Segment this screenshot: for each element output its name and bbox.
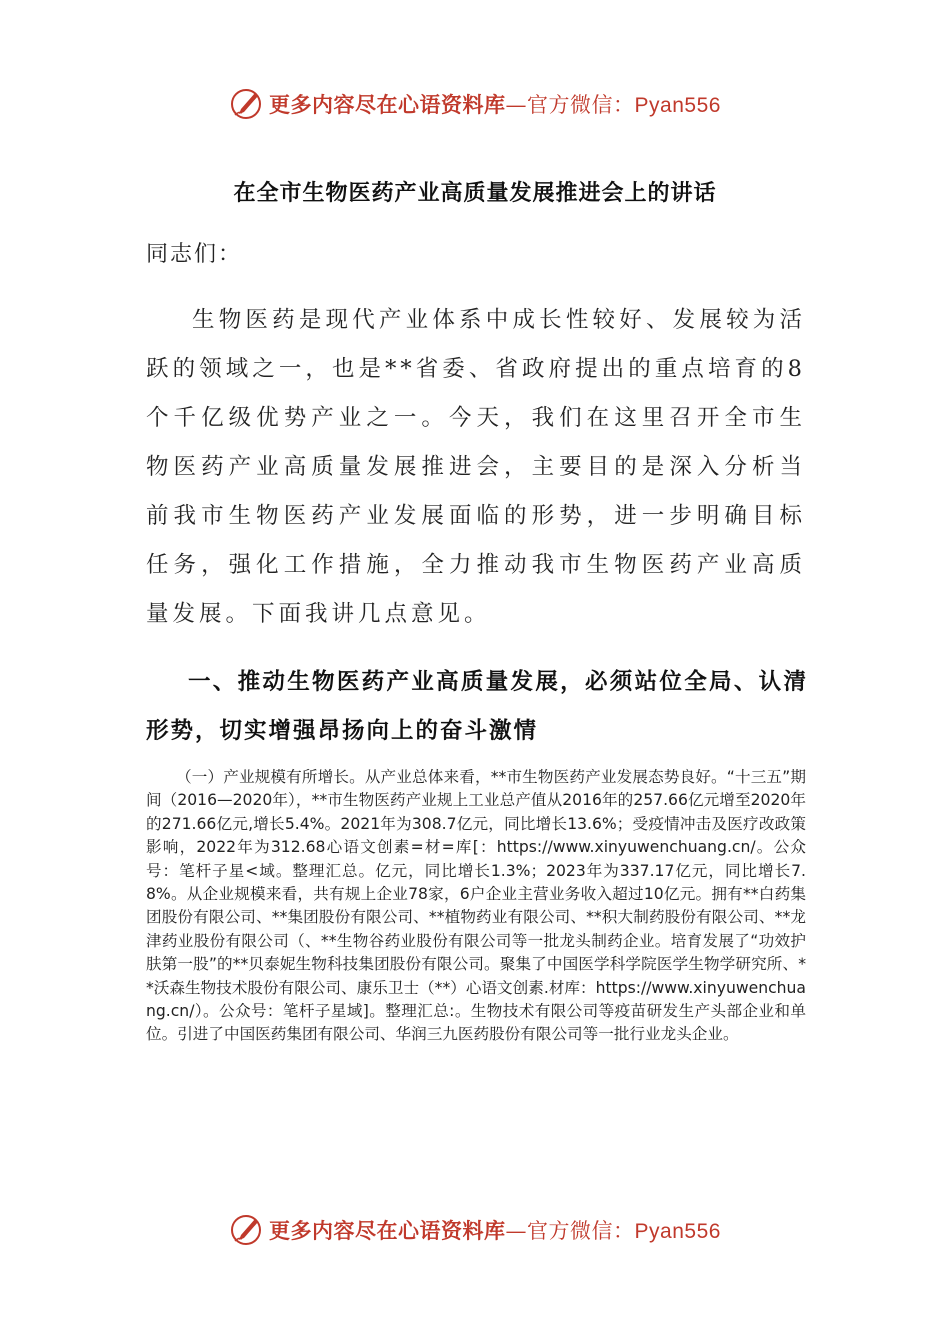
banner-wechat-id: Pyan556 (634, 94, 721, 117)
quill-pen-icon (229, 1213, 263, 1247)
banner-text (269, 1215, 721, 1245)
banner-brand: 更多内容尽在心语资料库 (269, 1218, 506, 1243)
body-paragraph: （一）产业规模有所增长。从产业总体来看，**市生物医药产业发展态势良好。“十三五”期间（2016—2020年），**市生物医药产业规上工业总产值从2016年的257.66亿元增至2020年的271.66亿元,增长5.4%。2021年为308.7亿元，同比增长13.6%；受疫情冲击及医疗改政策影响，2022年为312.68心语文创素=材=库[：https://www.xinyuwenchuang.cn/。公众号：笔杆子星<域。整理汇总。亿元，同比增长1.3%；2023年为337.17亿元，同比增长7.8%。从企业规模来看，共有规上企业78家，6户企业主营业务收入超过10亿元。拥有**白药集团股份有限公司、**集团股份有限公司、**植物药业有限公司、**积大制药股份有限公司、**龙津药业股份有限公司（、**生物谷药业股份有限公司等一批龙头制药企业。培育发展了“功效护肤第一股”的**贝泰妮生物科技集团股份有限公司。聚集了中国医学科学院医学生物学研究所、**沃森生物技术股份有限公司、康乐卫士（**）心语文创素.材库：https://www.xinyuwenchuang.cn/）。公众号：笔杆子星域]。整理汇总:。生物技术有限公司等疫苗研发生产头部企业和单位。引进了中国医药集团有限公司、华润三九医药股份有限公司等一批行业龙头企业。 (146, 768, 806, 1044)
intro-paragraph: 生物医药是现代产业体系中成长性较好、发展较为活跃的领域之一，也是**省委、省政府提出的重点培育的8个千亿级优势产业之一。今天，我们在这里召开全市生物医药产业高质量发展推进会，主要目的是深入分析当前我市生物医药产业发展面临的形势，进一步明确目标任务，强化工作措施，全力推动我市生物医药产业高质量发展。下面我讲几点意见。 (146, 307, 806, 627)
banner-wechat-label: 官方微信： (527, 1219, 635, 1243)
footer-banner (0, 1208, 950, 1252)
banner-dash: — (505, 1219, 528, 1243)
document-title: 在全市生物医药产业高质量发展推进会上的讲话 (233, 181, 717, 206)
banner-text (269, 89, 721, 119)
section-heading: 一、推动生物医药产业高质量发展，必须站位全局、认清形势，切实增强昂扬向上的奋斗激情 (146, 669, 808, 744)
banner-dash: — (505, 93, 528, 117)
quill-pen-icon (229, 87, 263, 121)
banner-brand: 更多内容尽在心语资料库 (269, 92, 506, 117)
header-banner (0, 82, 950, 126)
banner-wechat-id: Pyan556 (634, 1220, 721, 1243)
salutation: 同志们： (146, 242, 243, 267)
banner-wechat-label: 官方微信： (527, 93, 635, 117)
